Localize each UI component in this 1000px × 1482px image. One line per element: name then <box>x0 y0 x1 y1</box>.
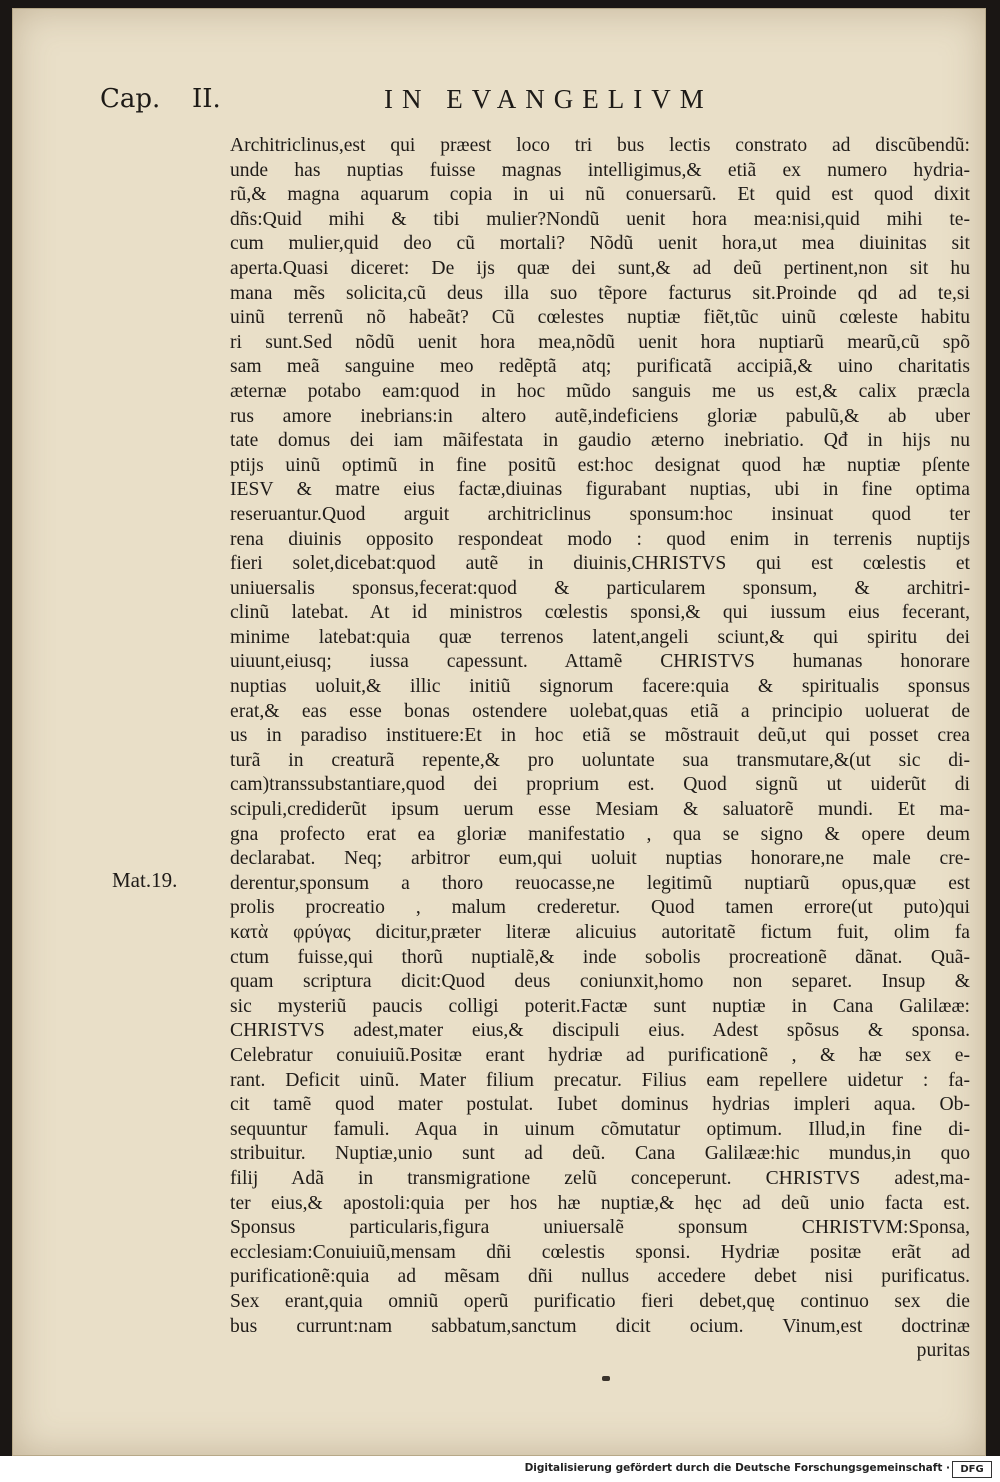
text-line: CHRISTVS adest,mater eius,& discipuli eius. Adest spõsus & sponsa. <box>230 1020 970 1042</box>
text-line: Sex erant,quia omniũ operũ purificatio fieri debet,quę continuo sex die <box>230 1290 970 1312</box>
body-text <box>230 134 970 1364</box>
text-line: rus amore inebrians:in altero autẽ,indeficiens gloriæ pabulũ,& ab uber <box>230 405 970 427</box>
text-line: minime latebat:quia quæ terrenos latent,angeli sciunt,& qui spiritu dei <box>230 626 970 648</box>
text-line: dñs:Quid mihi & tibi mulier?Nondũ uenit hora mea:nisi,quid mihi te- <box>230 208 970 230</box>
text-line: sic mysteriũ paucis colligi poterit.Factæ sunt nuptiæ in Cana Galilææ: <box>230 995 970 1017</box>
text-line: κατὰ φρύγας dicitur,præter literæ alicuius autoritatẽ fictum fuit, olim fa <box>230 922 970 943</box>
text-line: Celebratur conuiuiũ.Positæ erant hydriæ ad purificationẽ , & hæ sex e- <box>230 1044 970 1066</box>
text-line: sequuntur famuli. Aqua in uinum cõmutatur optimum. Illud,in fine di- <box>230 1118 970 1140</box>
text-line: cum mulier,quid deo cũ mortali? Nõdũ uenit hora,ut mea diuinitas sit <box>230 233 970 255</box>
text-line: unde has nuptias fuisse magnas intelligimus,& etiã ex numero hydria- <box>230 159 970 181</box>
text-line: turã in creaturã repente,& pro uoluntate sua transmutare,&(ut sic di- <box>230 749 970 771</box>
text-line: mana mẽs solicita,cũ deus illa suo tẽpore facturus sit.Proinde qd ad te,si <box>230 282 970 304</box>
text-line: ctum fuisse,qui thorũ nuptialẽ,& inde sobolis procreationẽ dãnat. Quã- <box>230 946 970 968</box>
text-line: puritas <box>916 1340 970 1362</box>
text-line: declarabat. Neq; arbitror eum,qui uoluit nuptias honorare,ne male cre- <box>230 848 970 870</box>
text-line: tate domus dei iam mãifestata in gaudio æterno inebriatio. Qđ in hijs nu <box>230 430 970 452</box>
text-line: uinũ terrenũ nõ habeãt? Cũ cœlestes nuptiæ fiẽt,tũc uinũ cœleste habitu <box>230 307 970 329</box>
text-line: us in paradiso instituere:Et in hoc etiã se mõstrauit deũ,ut qui posset crea <box>230 725 970 747</box>
digitization-footer <box>0 1456 1000 1482</box>
book-page <box>12 8 986 1456</box>
chapter-number: II. <box>192 84 221 114</box>
footer-credit: Digitalisierung gefördert durch die Deutsche Forschungsgemeinschaft · <box>524 1462 950 1474</box>
text-line: ptijs uinũ optimũ in fine positũ est:hoc designat quod hæ nuptiæ pſente <box>230 454 970 476</box>
text-line: rena diuinis opposito respondeat modo : quod enim in terrenis nuptijs <box>230 528 970 550</box>
text-line: erat,& eas esse bonas ostendere uolebat,quas etiã a principio uoluerat de <box>230 700 970 722</box>
running-header <box>12 80 986 130</box>
text-line: cit tamẽ quod mater postulat. Iubet dominus hydrias impleri aqua. Ob- <box>230 1094 970 1116</box>
dfg-logo: DFG <box>952 1461 992 1478</box>
text-line: reseruantur.Quod arguit architriclinus sponsum:hoc insinuat quod ter <box>230 503 970 525</box>
text-line: rant. Deficit uinũ. Mater filium precatur. Filius eam repellere uidetur : fa- <box>230 1069 970 1091</box>
running-title: IN EVANGELIVM <box>384 84 713 114</box>
margin-note: Mat.19. <box>112 868 178 892</box>
text-line: stribuitur. Nuptiæ,unio sunt ad deũ. Cana Galilææ:hic mundus,in quo <box>230 1143 970 1165</box>
text-line: purificationẽ:quia ad mẽsam dñi nullus accedere debet nisi purificatus. <box>230 1266 970 1288</box>
text-line: filij Adã in transmigratione zelũ conceperunt. CHRISTVS adest,ma- <box>230 1167 970 1189</box>
text-line: gna profecto erat ea gloriæ manifestatio , qua se signo & opere deum <box>230 823 970 845</box>
text-line: rũ,& magna aquarum copia in ui nũ conuersarũ. Et quid est quod dixit <box>230 184 970 206</box>
text-line: Architriclinus,est qui præest loco tri bus lectis constrato ad discũbendũ: <box>230 135 970 156</box>
text-line: nuptias uoluit,& illic initiũ signorum facere:quia & spiritualis sponsus <box>230 676 970 698</box>
text-line: cam)transsubstantiare,quod dei proprium est. Quod signũ ut uiderũt di <box>230 774 970 796</box>
text-line: Sponsus particularis,figura uniuersalẽ sponsum CHRISTVM:Sponsa, <box>230 1217 970 1239</box>
text-line: quam scriptura dicit:Quod deus coniunxit,homo non separet. Insup & <box>230 971 970 993</box>
text-line: bus currunt:nam sabbatum,sanctum dicit ocium. Vinum,est doctrinæ <box>230 1315 970 1337</box>
text-line: ecclesiam:Conuiuiũ,mensam dñi cœlestis sponsi. Hydriæ positæ erãt ad <box>230 1241 970 1263</box>
text-line: derentur,sponsum a thoro reuocasse,ne legitimũ nuptiarũ opus,quæ est <box>230 872 970 894</box>
text-line: clinũ latebat. At id ministros cœlestis sponsi,& qui iussum eius fecerant, <box>230 602 970 624</box>
text-line: IESV & matre eius factæ,diuinas figurabant nuptias, ubi in fine optima <box>230 479 970 501</box>
text-line: æternæ potabo eam:quod in hoc mũdo sanguis me us est,& calix præcla <box>230 380 970 402</box>
text-line: prolis procreatio , malum crederetur. Quod tamen errore(ut puto)qui <box>230 897 970 919</box>
text-line: aperta.Quasi diceret: De ijs quæ dei sunt,& ad deũ pertinent,non sit hu <box>230 257 970 279</box>
text-line: uiuunt,eiusq; iussa capessunt. Attamẽ CHRISTVS humanas honorare <box>230 651 970 673</box>
text-line: fieri solet,dicebat:quod autẽ in diuinis,CHRISTVS qui est cœlestis et <box>230 553 970 575</box>
text-line: sam meã sanguine meo redẽptã atq; purificatã accipiã,& uino charitatis <box>230 356 970 378</box>
text-line: ri sunt.Sed nõdũ uenit hora mea,nõdũ uenit hora nuptiarũ mearũ,cũ spõ <box>230 331 970 353</box>
ink-mark <box>602 1376 610 1381</box>
text-line: uniuersalis sponsus,fecerat:quod & particularem sponsum, & architri- <box>230 577 970 599</box>
chapter-label: Cap. <box>100 84 161 114</box>
text-line: scipuli,crediderũt ipsum uerum esse Mesiam & saluatorẽ mundi. Et ma- <box>230 799 970 821</box>
text-line: ter eius,& apostoli:quia per hos hæ nuptiæ,& hęc ad deũ unio facta est. <box>230 1192 970 1214</box>
